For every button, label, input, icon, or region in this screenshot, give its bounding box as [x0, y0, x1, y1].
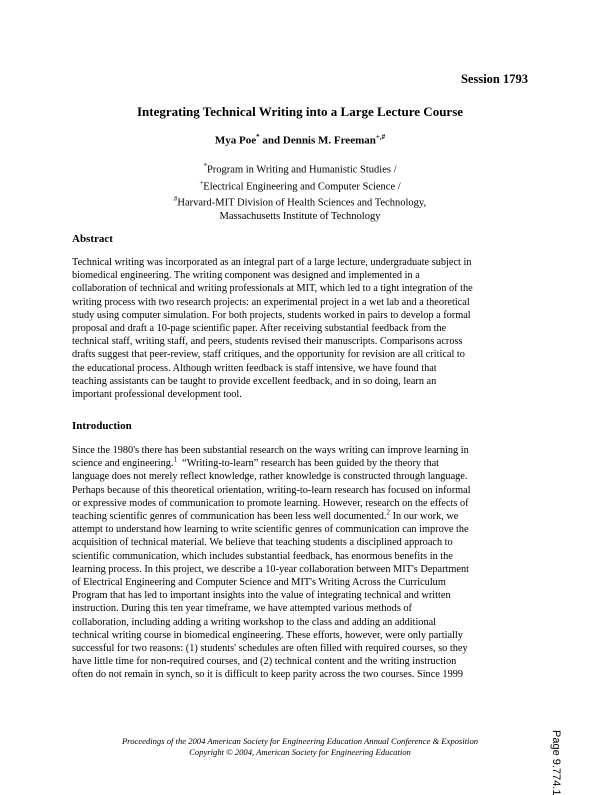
- text-line: proposal and draft a 10-page scientific paper. After receiving substantial feedback from the: [72, 323, 447, 335]
- paper-title: Integrating Technical Writing into a Large Lecture Course: [136, 104, 464, 119]
- affiliation-line: +Electrical Engineering and Computer Science /: [199, 178, 401, 192]
- text-line: science and engineering.$^1$ “Writing-to-learn” research has been guided by the theory that: [72, 455, 440, 470]
- text-line: Technical writing was incorporated as an integral part of a large lecture, undergraduate subject in: [72, 257, 472, 268]
- affiliation-mark: *: [256, 133, 260, 141]
- text-line: successful for two reasons: (1) students' schedules are often filled with required courses, so they: [72, 643, 468, 655]
- text-line: Perhaps because of this theoretical orientation, writing-to-learn research has focused on informal: [72, 484, 471, 496]
- text-line: learning process. In this project, we describe a 10-year collaboration between MIT's Department: [72, 563, 469, 575]
- text-line: technical staff, writing staff, and peers, students revised their manuscripts. Comparisons across: [72, 336, 463, 348]
- text-line: Since the 1980's there has been substantial research on the ways writing can improve learning in: [72, 445, 469, 456]
- text-line: writing process with two research projects: an experimental project in a wet lab and a theoretical: [72, 296, 470, 308]
- affiliation-mark: *: [203, 162, 207, 170]
- text-line: biomedical engineering. The writing component was designed and implemented in a: [72, 270, 420, 282]
- reference-mark: 2: [386, 508, 391, 517]
- text-line: collaboration of technical and writing professionals at MIT, which led to a tight integration of the: [72, 283, 473, 295]
- text-line: attempt to understand how learning to write scientific genres of communication can improve the: [72, 524, 469, 536]
- affiliations: [0, 160, 600, 223]
- affiliation-line: #Harvard-MIT Division of Health Sciences and Technology,: [173, 195, 427, 209]
- text-line: language does not merely reflect knowledge, rather knowledge is constructed through language.: [72, 471, 468, 483]
- text-line: teaching scientific genres of communication has been less well documented.$^2$ In our work, we: [72, 508, 459, 523]
- session-number: Session 1793: [460, 72, 528, 86]
- text-line: collaboration, including adding a writing workshop to the class and adding an additional: [72, 616, 437, 628]
- footer-copyright: Copyright © 2004, American Society for Engineering Education: [189, 747, 411, 757]
- introduction-body: [72, 444, 534, 682]
- text-line: of Electrical Engineering and Computer Science and MIT's Writing Across the Curriculum: [72, 577, 446, 589]
- text-line: the educational process. Although written feedback is staff intensive, we have found that: [72, 362, 437, 374]
- text-line: or expressive modes of communication to promote learning. However, research on the effects of: [72, 497, 469, 509]
- introduction-heading: Introduction: [72, 420, 132, 432]
- page-number: Page 9.774.1: [550, 730, 562, 795]
- affiliation-mark: #: [173, 195, 178, 203]
- reference-mark: 1: [173, 455, 177, 464]
- affiliation-line: Massachusetts Institute of Technology: [219, 210, 381, 222]
- author-line: [0, 133, 600, 147]
- page-footer: [0, 736, 600, 758]
- affiliation-mark: +: [199, 178, 204, 187]
- text-line: drafts suggest that peer-review, staff critiques, and the opportunity for revision are all critical to: [72, 349, 465, 361]
- abstract-body: [72, 256, 534, 401]
- text-line: scientific communication, which includes substantial feedback, has enormous benefits in the: [72, 550, 453, 562]
- affiliation-mark: +,#: [375, 133, 386, 141]
- text-line: teaching assistants can be taught to provide excellent feedback, and in so doing, learn an: [72, 375, 437, 387]
- text-line: instruction. During this ten year timeframe, we have attempted various methods of: [72, 603, 412, 615]
- abstract-heading: Abstract: [72, 233, 113, 245]
- author-name: Mya Poe: [214, 134, 257, 147]
- author-name: Dennis M. Freeman: [282, 134, 376, 147]
- text-line: study using computer simulation. For both projects, students worked in pairs to develop a formal: [72, 309, 471, 321]
- text-line: acquisition of technical material. We believe that teaching students a disciplined approach to: [72, 537, 453, 549]
- text-line: technical writing course in biomedical engineering. These efforts, however, were only partially: [72, 629, 463, 641]
- footer-proceedings: Proceedings of the 2004 American Society for Engineering Education Annual Conference & Exposition: [121, 736, 479, 746]
- affiliation-line: *Program in Writing and Humanistic Studies /: [203, 162, 397, 176]
- text-line: often do not remain in synch, so it is difficult to keep parity across the two courses. Since 1999: [72, 669, 464, 681]
- text-line: important professional development tool.: [72, 389, 242, 401]
- text-line: Program that has led to important insights into the value of integrating technical and written: [72, 590, 451, 602]
- author-joiner: and: [259, 134, 283, 147]
- text-line: have little time for non-required courses, and (2) technical content and the writing instruction: [72, 656, 457, 668]
